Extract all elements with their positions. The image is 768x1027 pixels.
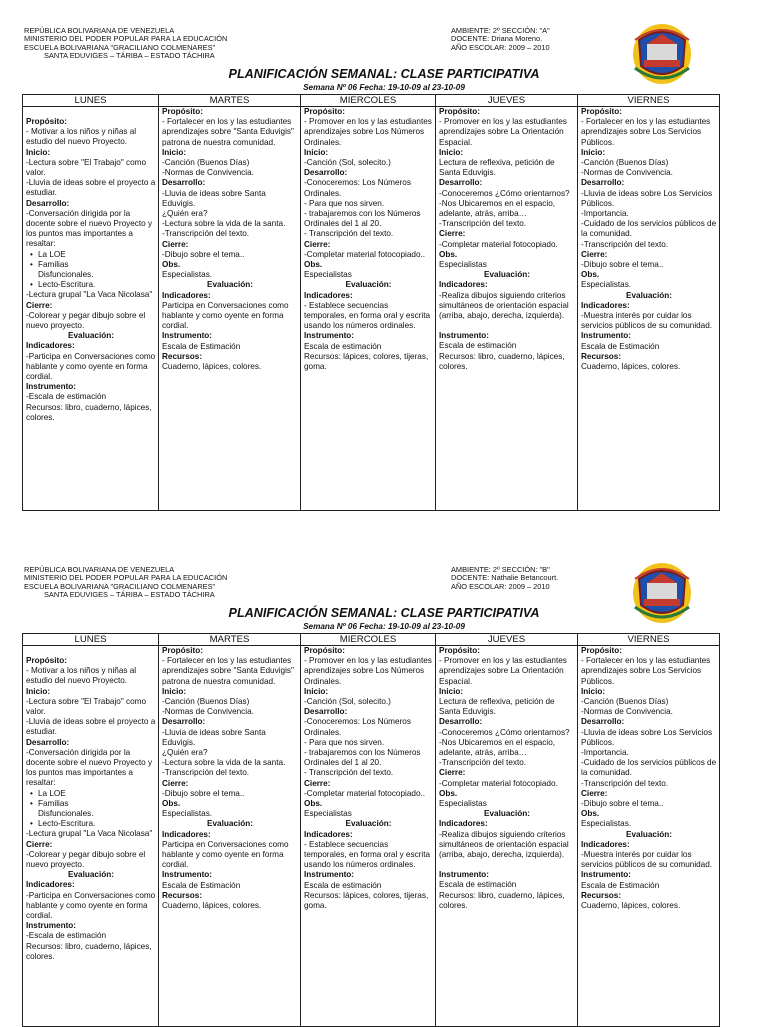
plan-line: -Lectura sobre la vida de la santa. [162, 219, 286, 229]
plan-line: Cuaderno, lápices, colores. [581, 901, 681, 911]
section-heading: Desarrollo: [581, 178, 625, 188]
day-cell-viernes [578, 107, 720, 511]
plan-line: • La LOE [26, 250, 156, 260]
plan-line: -Dibujo sobre el tema.. [581, 799, 664, 809]
institution-line: REPÚBLICA BOLIVARIANA DE VENEZUELA [24, 26, 175, 35]
section-heading: Desarrollo: [162, 717, 206, 727]
section-heading: Inicio: [26, 686, 51, 696]
plan-line: - Fortalecer en los y las estudiantes aprendizajes sobre Los Servicios Públicos. [581, 117, 711, 147]
plan-line: -Conoceremos ¿Cómo orientarnos? [439, 727, 570, 737]
day-header: VIERNES [578, 634, 720, 646]
section-heading: Inicio: [304, 147, 329, 157]
page-title: PLANIFICACIÓN SEMANAL: CLASE PARTICIPATIVA [228, 606, 540, 620]
section-heading: Instrumento: [26, 921, 77, 931]
plan-line: Cuaderno, lápices, colores. [162, 901, 262, 911]
class-info-line: AÑO ESCOLAR: 2009 – 2010 [451, 42, 550, 52]
plan-line: Recursos: lápices, colores, tijeras, goma. [304, 890, 429, 911]
section-heading: Instrumento: [581, 870, 632, 880]
class-info-line: AMBIENTE: 2º SECCIÓN: "A" [451, 26, 550, 35]
plan-line: -Lectura sobre la vida de la santa. [162, 758, 286, 768]
plan-line: Cuaderno, lápices, colores. [162, 362, 262, 372]
plan-line: -Normas de Convivencia. [581, 168, 673, 178]
section-heading: Propósito: [581, 646, 622, 655]
plan-line: -Dibujo sobre el tema.. [581, 260, 664, 270]
section-heading: Instrumento: [581, 331, 632, 341]
plan-line: -Completar material fotocopiado.. [304, 788, 426, 798]
class-info [451, 566, 558, 591]
section-heading: Cierre: [304, 239, 331, 249]
blank-line [439, 860, 575, 870]
section-heading: Propósito: [26, 117, 67, 126]
plan-line: -Conoceremos: Los Números Ordinales. [304, 178, 411, 198]
plan-line: -Lluvia de ideas sobre Los Servicios Públicos. [581, 727, 713, 747]
plan-line: -Realiza dibujos siguiendo criterios simultáneos de orientación espacial (arriba, abajo, derecha, izquierda). [439, 290, 569, 321]
plan-line: Recursos: libro, cuaderno, lápices, colores. [26, 941, 152, 961]
plan-line: Especialistas. [162, 809, 213, 819]
section-heading: Desarrollo: [162, 178, 206, 188]
section-heading: Propósito: [304, 646, 345, 655]
plan-line: -Lluvia de ideas sobre Santa Eduvigis. [162, 727, 266, 747]
section-heading: Obs. [162, 260, 181, 270]
institution-line: ESCUELA BOLIVARIANA "GRACILIANO COLMENARES" [24, 581, 216, 591]
plan-line: -Participa en Conversaciones como hablante y como oyente en forma cordial. [26, 351, 156, 382]
plan-line: -Transcripción del texto. [581, 239, 669, 249]
section-heading: Obs. [439, 249, 458, 259]
plan-line: Especialistas. [162, 270, 213, 280]
institution-line: ESCUELA BOLIVARIANA "GRACILIANO COLMENARES" [24, 42, 216, 52]
plan-line: -Canción (Sol, solecito.) [304, 158, 391, 168]
section-heading: Instrumento: [439, 870, 490, 880]
section-heading: Evaluación: [345, 280, 392, 290]
plan-line: -Muestra interés por cuidar los servicios públicos de su comunidad. [581, 850, 713, 870]
plan-line: -Transcripción del texto. [162, 229, 250, 239]
plan-line: Recursos: libro, cuaderno, lápices, colores. [26, 402, 152, 422]
plan-line: • Familias [26, 799, 156, 809]
section-heading: Desarrollo: [439, 717, 483, 727]
plan-line: -Normas de Convivencia. [162, 168, 254, 178]
day-cell-lunes [23, 646, 159, 1027]
plan-line: - Fortalecer en los y las estudiantes aprendizajes sobre "Santa Eduvigis" patrona de nuestra comunidad. [162, 656, 294, 686]
section-heading: Obs. [439, 788, 458, 798]
plan-line: -Completar material fotocopiado.. [304, 249, 426, 259]
plan-line: -Importancia. [581, 748, 629, 758]
plan-line: Escala de estimación [439, 341, 517, 351]
plan-line: ¿Quién era? [162, 209, 208, 219]
section-heading: Cierre: [304, 778, 331, 788]
blank-line [26, 646, 156, 656]
plan-line: Escala de estimación [439, 880, 517, 890]
section-heading: Obs. [304, 799, 323, 809]
plan-line: -Lluvia de ideas sobre el proyecto a estudiar. [26, 178, 156, 198]
weekly-plan-table [22, 633, 720, 1027]
plan-line: -Canción (Buenos Días) [162, 697, 250, 707]
plan-line: - Transcripción del texto. [304, 229, 394, 239]
section-heading: Instrumento: [439, 331, 490, 341]
section-heading: Propósito: [439, 107, 480, 116]
section-heading: Indicadores: [26, 880, 75, 890]
section-heading: Obs. [581, 270, 600, 280]
plan-line: - Transcripción del texto. [304, 768, 394, 778]
plan-line: Escala de estimación [304, 880, 382, 890]
institution-line: SANTA EDUVIGES – TÁRIBA – ESTADO TÁCHIRA [44, 50, 215, 60]
plan-line: -Canción (Sol, solecito.) [304, 697, 391, 707]
plan-line: -Nos Ubicaremos en el espacio, adelante, atrás, arriba… [439, 737, 556, 758]
plan-line: Disfuncionales. [38, 270, 94, 280]
plan-line: • La LOE [26, 789, 156, 799]
plan-line: -Escala de estimación [26, 931, 107, 941]
plan-line: -Participa en Conversaciones como hablante y como oyente en forma cordial. [26, 890, 156, 921]
blank-line [439, 321, 575, 331]
day-header: JUEVES [436, 95, 578, 107]
page-title: PLANIFICACIÓN SEMANAL: CLASE PARTICIPATIVA [228, 67, 540, 81]
section-heading: Recursos: [162, 890, 203, 900]
section-heading: Inicio: [581, 686, 606, 696]
plan-line: Lectura de reflexiva, petición de Santa Eduvigis. [439, 697, 555, 717]
plan-line: Especialistas [304, 809, 352, 819]
section-heading: Recursos: [581, 351, 622, 361]
section-heading: Indicadores: [26, 341, 75, 351]
plan-line: Participa en Conversaciones como hablante y como oyente en forma cordial. [162, 839, 289, 870]
plan-line: -Muestra interés por cuidar los servicios públicos de su comunidad. [581, 311, 713, 331]
day-cell-miercoles [301, 646, 436, 1027]
section-heading: Indicadores: [439, 819, 488, 829]
section-heading: Evaluación: [207, 819, 253, 829]
plan-line: -Cuidado de los servicios públicos de la comunidad. [581, 758, 717, 778]
section-heading: Inicio: [581, 147, 606, 157]
day-cell-viernes [578, 646, 720, 1027]
day-cell-martes [159, 107, 301, 511]
institution-header [24, 27, 227, 60]
section-heading: Cierre: [162, 239, 189, 249]
plan-line: -Lectura sobre "El Trabajo" como valor. [26, 157, 147, 178]
section-heading: Indicadores: [581, 300, 630, 310]
section-heading: Evaluación: [626, 290, 672, 300]
plan-line: -Completar material fotocopiado. [439, 239, 558, 249]
plan-line: -Colorear y pegar dibujo sobre el nuevo proyecto. [26, 310, 146, 331]
plan-line: -Colorear y pegar dibujo sobre el nuevo proyecto. [26, 849, 146, 870]
plan-line: -Realiza dibujos siguiendo criterios simultáneos de orientación espacial (arriba, abajo, derecha, izquierda). [439, 829, 569, 860]
section-heading: Cierre: [162, 778, 189, 788]
section-heading: Evaluación: [345, 819, 392, 829]
plan-line: Especialistas [304, 270, 352, 280]
plan-line: -Normas de Convivencia. [581, 707, 673, 717]
plan-line: Escala de Estimación [162, 880, 241, 890]
day-header: MARTES [159, 634, 301, 646]
plan-line: - Fortalecer en los y las estudiantes aprendizajes sobre Los Servicios Públicos. [581, 656, 711, 686]
institution-line: MINISTERIO DEL PODER POPULAR PARA LA EDUCACIÓN [24, 34, 228, 44]
section-heading: Inicio: [162, 147, 187, 157]
institution-header [24, 566, 227, 599]
plan-line: Escala de Estimación [581, 341, 660, 351]
plan-line: - Motivar a los niños y niñas al estudio del nuevo Proyecto. [26, 666, 137, 686]
plan-line: -Lectura grupal "La Vaca Nicolasa" [26, 829, 153, 839]
class-info [451, 27, 550, 52]
day-cell-martes [159, 646, 301, 1027]
plan-line: • Lecto-Escritura. [26, 819, 156, 829]
plan-line: -Lluvia de ideas sobre el proyecto a estudiar. [26, 717, 156, 737]
section-heading: Indicadores: [581, 839, 630, 849]
plan-line: -Conversación dirigida por la docente sobre el nuevo Proyecto y los puntos mas importantes a resaltar: [26, 208, 153, 249]
plan-line: - Promover en los y las estudiantes aprendizajes sobre Los Números Ordinales. [304, 117, 432, 147]
plan-line: - trabajaremos con los Números Ordinales del 1 al 20. [304, 209, 421, 229]
section-heading: Propósito: [304, 107, 345, 116]
plan-line: -Transcripción del texto. [439, 219, 527, 229]
section-heading: Desarrollo: [26, 198, 70, 208]
plan-line: -Lectura grupal "La Vaca Nicolasa" [26, 290, 153, 300]
section-heading: Cierre: [26, 300, 53, 310]
plan-line: Escala de Estimación [162, 341, 241, 351]
plan-line: Recursos: libro, cuaderno, lápices, colores. [439, 890, 565, 910]
plan-line: Cuaderno, lápices, colores. [581, 362, 681, 372]
plan-line: -Nos Ubicaremos en el espacio, adelante, atrás, arriba… [439, 198, 556, 219]
section-heading: Desarrollo: [439, 178, 483, 188]
day-cell-jueves [436, 107, 578, 511]
day-header: VIERNES [578, 95, 720, 107]
day-cell-lunes [23, 107, 159, 511]
section-heading: Desarrollo: [26, 737, 70, 747]
institution-line: MINISTERIO DEL PODER POPULAR PARA LA EDUCACIÓN [24, 573, 228, 583]
section-heading: Indicadores: [304, 829, 353, 839]
section-heading: Inicio: [26, 147, 51, 157]
plan-line: Lectura de reflexiva, petición de Santa Eduvigis. [439, 158, 555, 178]
plan-line: - Promover en los y las estudiantes aprendizajes sobre La Orientación Espacial. [439, 656, 567, 686]
section-heading: Propósito: [26, 656, 67, 665]
plan-line: Recursos: libro, cuaderno, lápices, colores. [439, 351, 565, 371]
class-info-line: AMBIENTE: 2º SECCIÓN: "B" [451, 565, 550, 574]
plan-line: -Escala de estimación [26, 392, 107, 402]
day-header: MIERCOLES [301, 95, 436, 107]
plan-line: - Establece secuencias temporales, en forma oral y escrita usando los números ordinales. [304, 839, 431, 870]
plan-line: - Promover en los y las estudiantes aprendizajes sobre La Orientación Espacial. [439, 117, 567, 147]
class-info-line: DOCENTE: Driana Moreno. [451, 34, 543, 44]
plan-line: - Fortalecer en los y las estudiantes aprendizajes sobre "Santa Eduvigis" patrona de nuestra comunidad. [162, 117, 294, 147]
plan-line: - Establece secuencias temporales, en forma oral y escrita usando los números ordinales. [304, 300, 431, 331]
section-heading: Evaluación: [626, 829, 672, 839]
section-heading: Indicadores: [304, 290, 353, 300]
plan-line: -Lluvia de ideas sobre Los Servicios Públicos. [581, 188, 713, 208]
section-heading: Propósito: [162, 107, 203, 116]
plan-line: Escala de estimación [304, 341, 382, 351]
section-heading: Inicio: [439, 147, 464, 157]
day-header: MIERCOLES [301, 634, 436, 646]
day-header: LUNES [23, 95, 159, 107]
plan-line: Especialistas [439, 799, 487, 809]
week-dates: Semana Nº 06 Fecha: 19-10-09 al 23-10-09 [303, 622, 465, 631]
institution-line: REPÚBLICA BOLIVARIANA DE VENEZUELA [24, 565, 175, 574]
plan-line: -Conoceremos ¿Cómo orientarnos? [439, 188, 570, 198]
plan-line: ¿Quién era? [162, 748, 208, 758]
plan-line: Escala de Estimación [581, 880, 660, 890]
plan-line: Especialistas. [581, 280, 632, 290]
section-heading: Instrumento: [26, 382, 77, 392]
section-heading: Obs. [304, 260, 323, 270]
section-heading: Inicio: [304, 686, 329, 696]
section-heading: Evaluación: [484, 270, 530, 280]
plan-line: -Lluvia de ideas sobre Santa Eduvigis. [162, 188, 266, 208]
plan-line: Especialistas [439, 260, 487, 270]
section-heading: Instrumento: [304, 331, 355, 341]
plan-line: - Para que nos sirven. [304, 198, 385, 208]
plan-line: -Conoceremos: Los Números Ordinales. [304, 717, 411, 737]
section-heading: Obs. [162, 799, 181, 809]
plan-line: -Dibujo sobre el tema.. [162, 788, 245, 798]
section-heading: Propósito: [439, 646, 480, 655]
plan-line: -Cuidado de los servicios públicos de la comunidad. [581, 219, 717, 239]
blank-line [26, 107, 156, 117]
section-heading: Desarrollo: [581, 717, 625, 727]
plan-line: Recursos: lápices, colores, tijeras, goma. [304, 351, 429, 372]
section-heading: Evaluación: [68, 331, 114, 341]
plan-line: • Lecto-Escritura. [26, 280, 156, 290]
section-heading: Evaluación: [207, 280, 253, 290]
day-cell-miercoles [301, 107, 436, 511]
institution-line: SANTA EDUVIGES – TÁRIBA – ESTADO TÁCHIRA [44, 589, 215, 599]
plan-line: -Canción (Buenos Días) [162, 158, 250, 168]
section-heading: Cierre: [581, 788, 608, 798]
section-heading: Propósito: [162, 646, 203, 655]
section-heading: Cierre: [439, 768, 466, 778]
plan-line: -Importancia. [581, 209, 629, 219]
weekly-plan-table [22, 94, 720, 511]
day-header: JUEVES [436, 634, 578, 646]
section-heading: Recursos: [581, 890, 622, 900]
plan-line: -Conversación dirigida por la docente sobre el nuevo Proyecto y los puntos mas importantes a resaltar: [26, 747, 153, 788]
plan-line: - Promover en los y las estudiantes aprendizajes sobre Los Números Ordinales. [304, 656, 432, 686]
plan-line: -Lectura sobre "El Trabajo" como valor. [26, 696, 147, 717]
plan-line: Especialistas. [581, 819, 632, 829]
day-header: LUNES [23, 634, 159, 646]
section-heading: Cierre: [26, 839, 53, 849]
plan-line: -Dibujo sobre el tema.. [162, 249, 245, 259]
plan-line: - Para que nos sirven. [304, 737, 385, 747]
section-heading: Indicadores: [439, 280, 488, 290]
section-heading: Instrumento: [304, 870, 355, 880]
plan-line: -Transcripción del texto. [439, 758, 527, 768]
section-heading: Indicadores: [162, 829, 211, 839]
day-cell-jueves [436, 646, 578, 1027]
plan-line: -Completar material fotocopiado. [439, 778, 558, 788]
plan-line: • Familias [26, 260, 156, 270]
section-heading: Desarrollo: [304, 707, 348, 717]
plan-line: Disfuncionales. [38, 809, 94, 819]
section-heading: Desarrollo: [304, 168, 348, 178]
plan-line: -Normas de Convivencia. [162, 707, 254, 717]
plan-line: -Transcripción del texto. [581, 778, 669, 788]
section-heading: Evaluación: [68, 870, 114, 880]
section-heading: Inicio: [439, 686, 464, 696]
section-heading: Inicio: [162, 686, 187, 696]
section-heading: Instrumento: [162, 870, 213, 880]
plan-line: -Canción (Buenos Días) [581, 697, 669, 707]
class-info-line: AÑO ESCOLAR: 2009 – 2010 [451, 581, 550, 591]
plan-line: -Canción (Buenos Días) [581, 158, 669, 168]
section-heading: Evaluación: [484, 809, 530, 819]
plan-line: -Transcripción del texto. [162, 768, 250, 778]
plan-line: Participa en Conversaciones como hablante y como oyente en forma cordial. [162, 300, 289, 331]
section-heading: Cierre: [439, 229, 466, 239]
section-heading: Propósito: [581, 107, 622, 116]
plan-line: - Motivar a los niños y niñas al estudio del nuevo Proyecto. [26, 127, 137, 147]
week-dates: Semana Nº 06 Fecha: 19-10-09 al 23-10-09 [303, 83, 465, 92]
plan-line: - trabajaremos con los Números Ordinales del 1 al 20. [304, 748, 421, 768]
day-header: MARTES [159, 95, 301, 107]
class-info-line: DOCENTE: Nathalie Betancourt. [451, 573, 559, 583]
section-heading: Cierre: [581, 249, 608, 259]
section-heading: Recursos: [162, 351, 203, 361]
section-heading: Obs. [581, 809, 600, 819]
section-heading: Instrumento: [162, 331, 213, 341]
section-heading: Indicadores: [162, 290, 211, 300]
